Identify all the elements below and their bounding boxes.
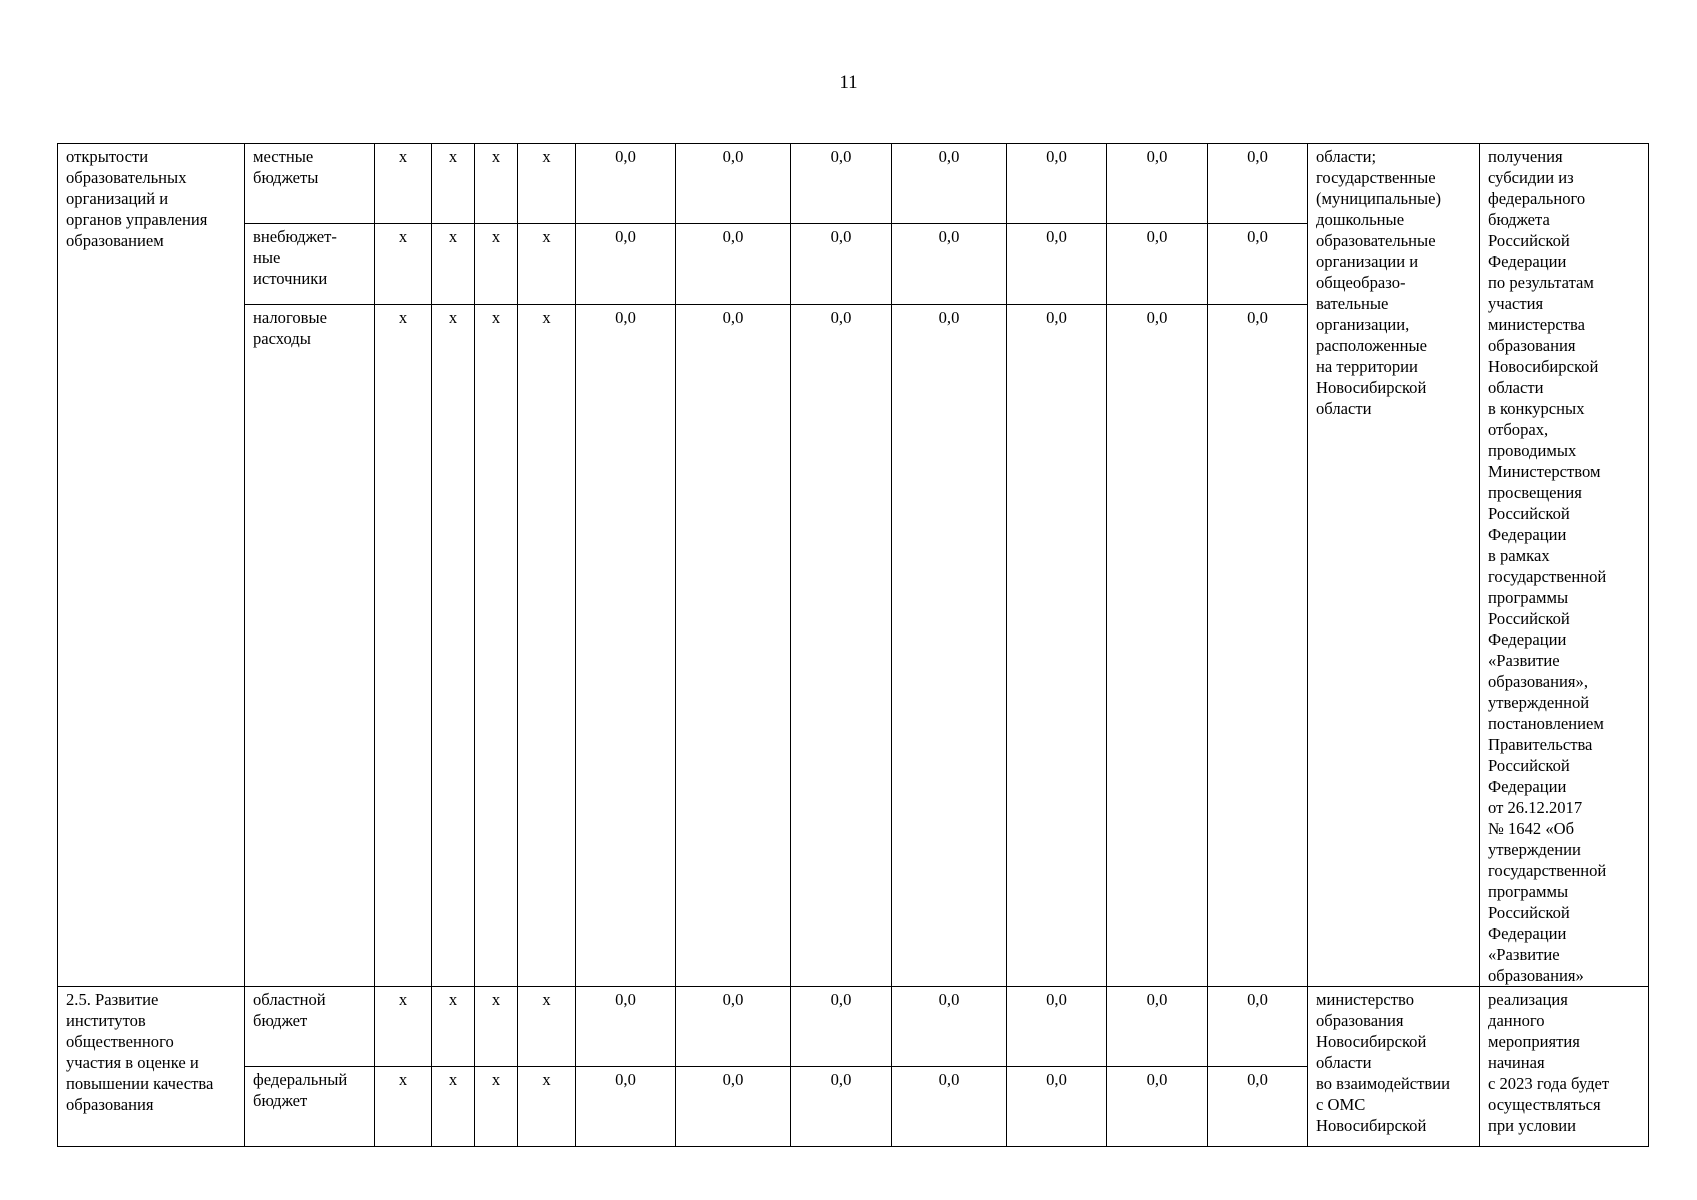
value-cell: 0,0 [1208,144,1308,224]
mark-cell: х [432,224,475,304]
value-cell: 0,0 [576,987,676,1067]
table-row [58,144,1649,224]
value-cell: 0,0 [1208,304,1308,986]
mark-cell: х [518,1067,576,1147]
funding-source-cell: федеральный бюджет [245,1067,375,1147]
mark-cell: х [475,144,518,224]
value-cell: 0,0 [1208,987,1308,1067]
value-cell: 0,0 [676,987,791,1067]
mark-cell: х [518,304,576,986]
funding-source-cell: налоговые расходы [245,304,375,986]
mark-cell: х [375,987,432,1067]
mark-cell: х [432,304,475,986]
mark-cell: х [375,304,432,986]
value-cell: 0,0 [791,304,892,986]
event-name-cell: открытости образовательных организаций и органов управления образованием [58,144,245,987]
value-cell: 0,0 [1007,304,1107,986]
table-row [58,987,1649,1067]
mark-cell: х [475,1067,518,1147]
executor-cell: области; государственные (муниципальные) дошкольные образовательные организации и общеобразо- вательные организации, расположенные на территории Новосибирской области [1308,144,1480,987]
mark-cell: х [375,1067,432,1147]
value-cell: 0,0 [676,1067,791,1147]
funding-source-cell: местные бюджеты [245,144,375,224]
value-cell: 0,0 [576,1067,676,1147]
value-cell: 0,0 [892,1067,1007,1147]
mark-cell: х [518,224,576,304]
mark-cell: х [475,304,518,986]
value-cell: 0,0 [1107,1067,1208,1147]
value-cell: 0,0 [1208,1067,1308,1147]
mark-cell: х [518,144,576,224]
value-cell: 0,0 [1007,224,1107,304]
mark-cell: х [518,987,576,1067]
page-number: 11 [839,72,858,93]
value-cell: 0,0 [1107,224,1208,304]
value-cell: 0,0 [1107,987,1208,1067]
value-cell: 0,0 [676,304,791,986]
value-cell: 0,0 [1208,224,1308,304]
value-cell: 0,0 [892,224,1007,304]
mark-cell: х [375,144,432,224]
executor-cell: министерство образования Новосибирской области во взаимодействии с ОМС Новосибирской [1308,987,1480,1147]
value-cell: 0,0 [791,1067,892,1147]
result-cell: реализация данного мероприятия начиная с 2023 года будет осуществляться при условии [1480,987,1649,1147]
value-cell: 0,0 [676,144,791,224]
event-name-cell: 2.5. Развитие институтов общественного участия в оценке и повышении качества образования [58,987,245,1147]
mark-cell: х [432,144,475,224]
funding-source-cell: внебюджет- ные источники [245,224,375,304]
value-cell: 0,0 [791,987,892,1067]
mark-cell: х [375,224,432,304]
result-cell: получения субсидии из федерального бюджета Российской Федерации по результатам участия министерства образования Новосибирской области в конкурсных отборах, проводимых Министерством просвещения Российской Федерации в рамках государственной программы Российской Федерации «Развитие образования», утвержденной постановлением Правительства Российской Федерации от 26.12.2017 № 1642 «Об утверждении государственной программы Российской Федерации «Развитие образования» [1480,144,1649,987]
mark-cell: х [432,1067,475,1147]
value-cell: 0,0 [576,224,676,304]
value-cell: 0,0 [1107,304,1208,986]
value-cell: 0,0 [676,224,791,304]
value-cell: 0,0 [576,304,676,986]
value-cell: 0,0 [1007,987,1107,1067]
value-cell: 0,0 [791,224,892,304]
mark-cell: х [475,987,518,1067]
mark-cell: х [432,987,475,1067]
value-cell: 0,0 [892,144,1007,224]
funding-source-cell: областной бюджет [245,987,375,1067]
value-cell: 0,0 [1007,1067,1107,1147]
mark-cell: х [475,224,518,304]
program-events-table [57,143,1649,1147]
value-cell: 0,0 [1007,144,1107,224]
value-cell: 0,0 [1107,144,1208,224]
value-cell: 0,0 [892,987,1007,1067]
value-cell: 0,0 [892,304,1007,986]
value-cell: 0,0 [791,144,892,224]
value-cell: 0,0 [576,144,676,224]
